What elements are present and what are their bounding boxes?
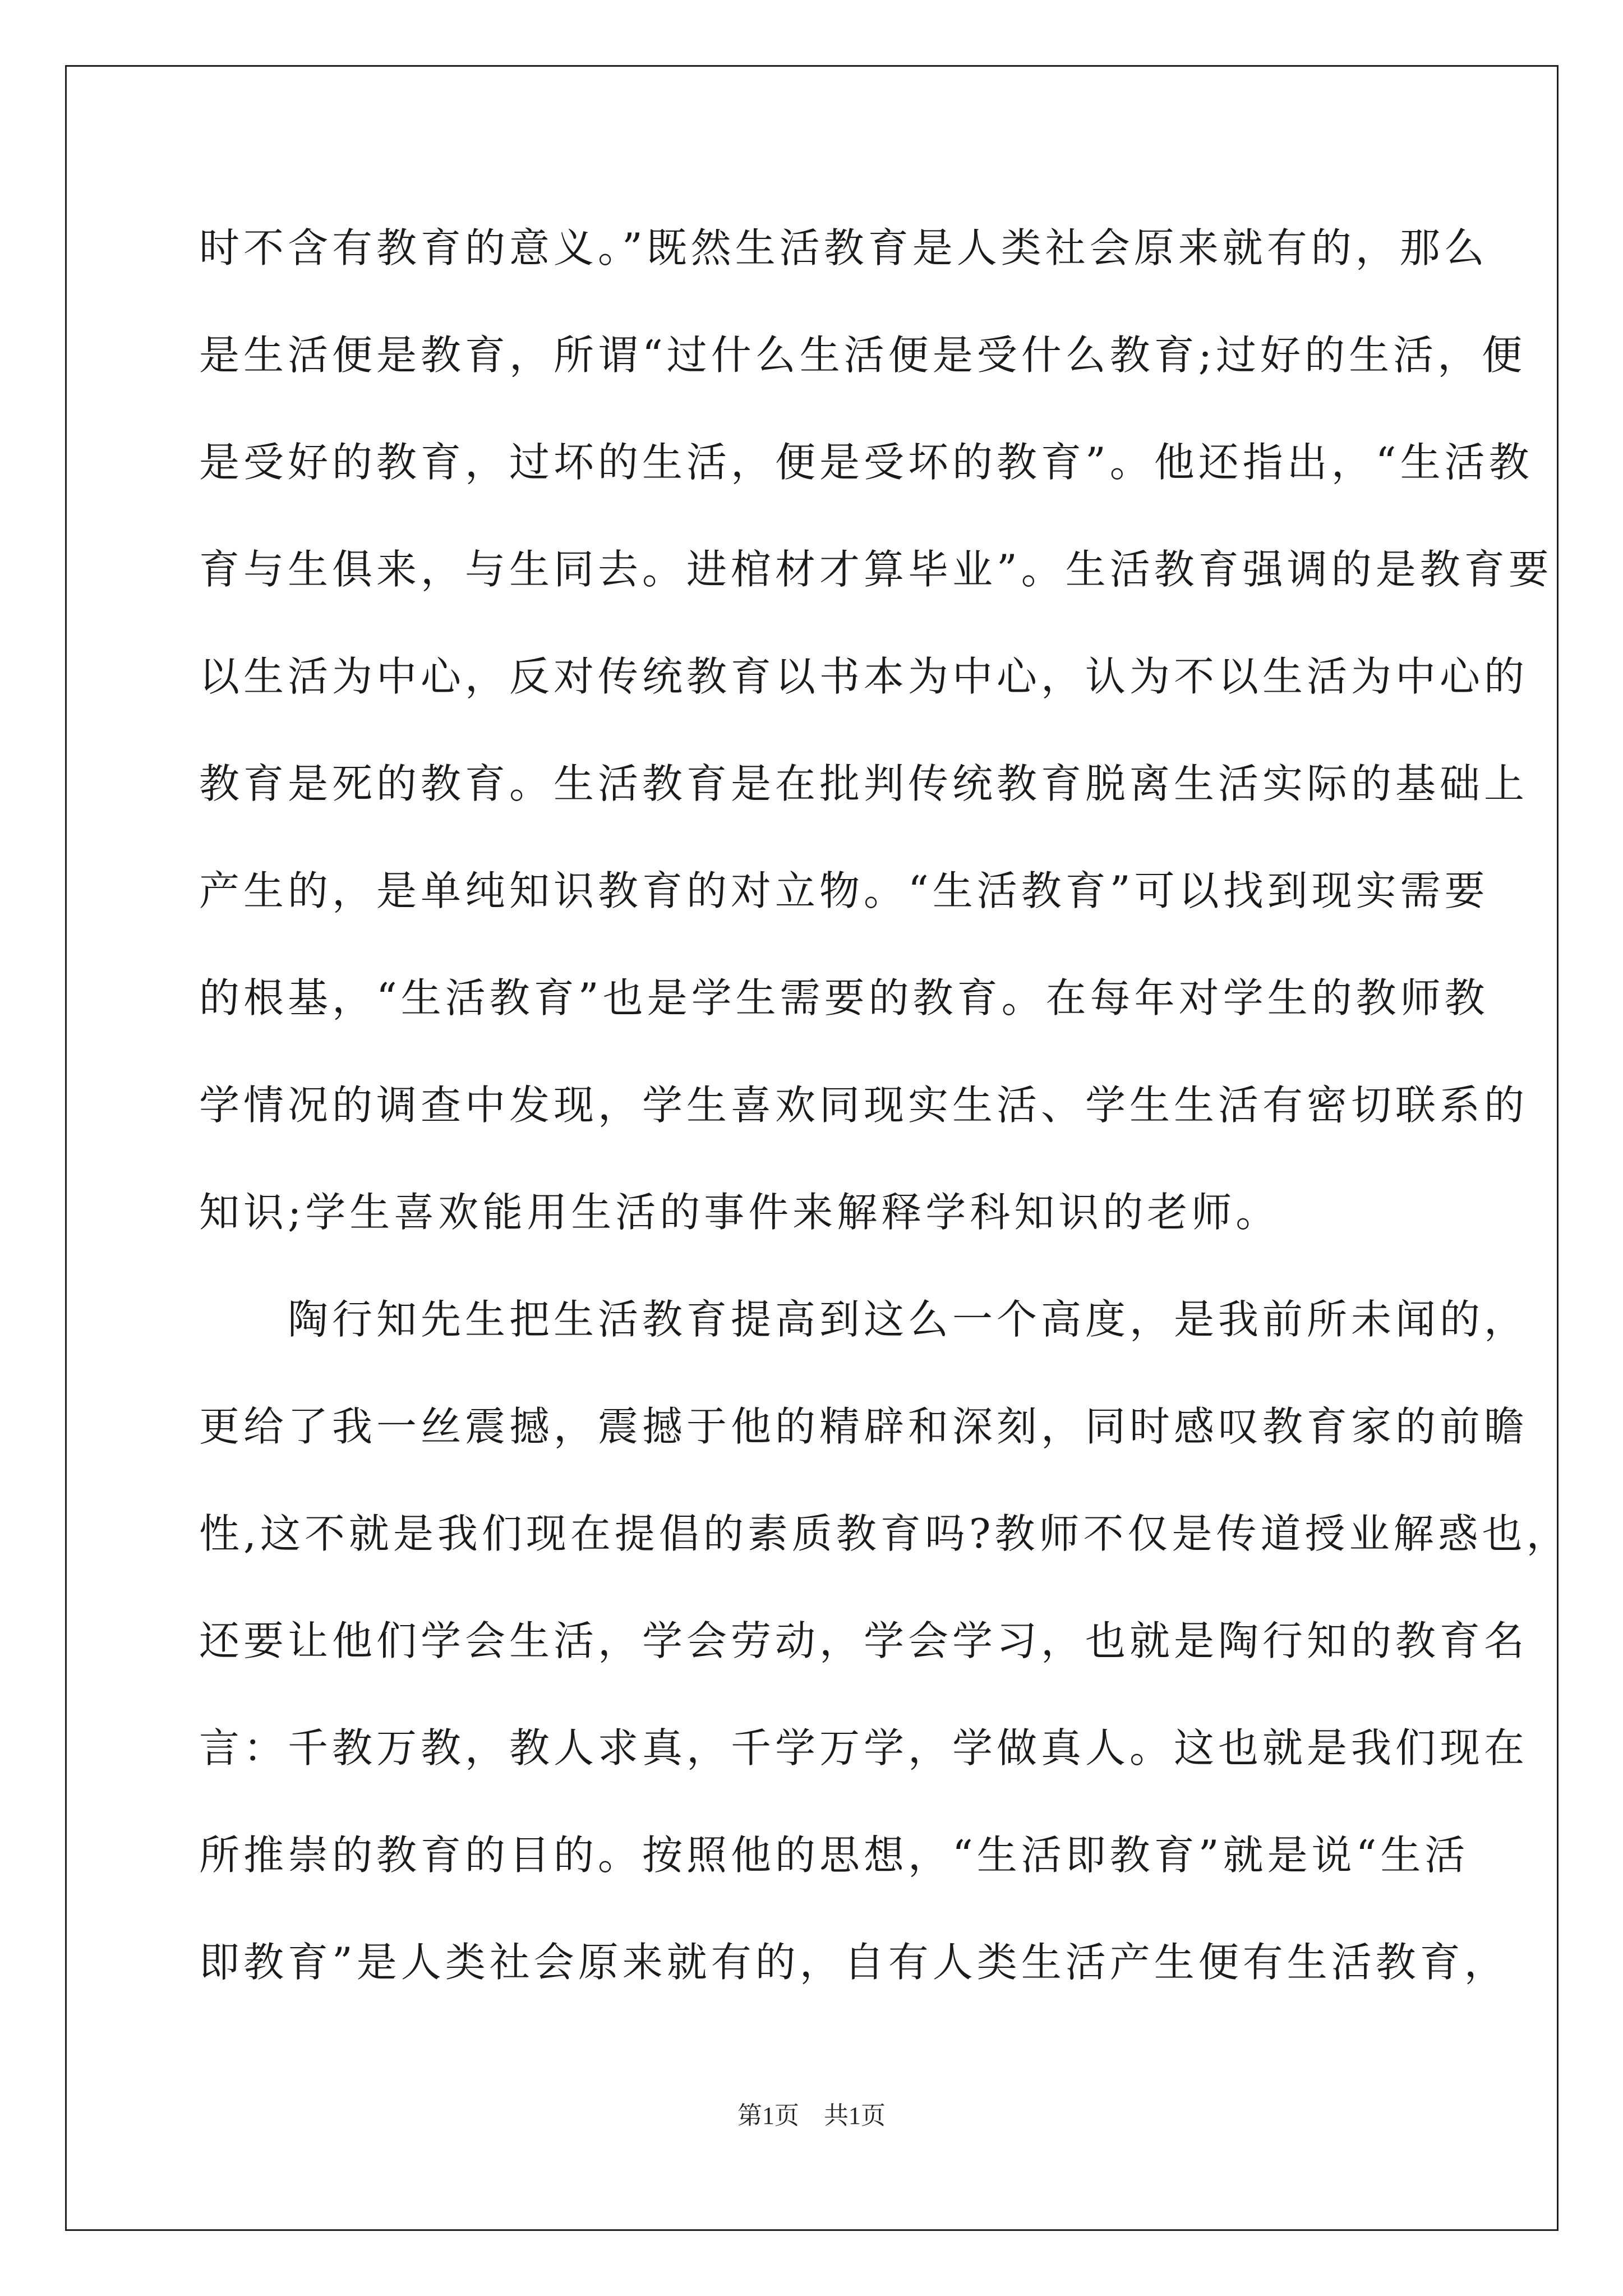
text-line: 更给了我一丝震撼，震撼于他的精辟和深刻，同时感叹教育家的前瞻 <box>199 1403 1529 1450</box>
text-line: 教育是死的教育。生活教育是在批判传统教育脱离生活实际的基础上 <box>199 760 1529 807</box>
text-line: 时不含有教育的意义。”既然生活教育是人类社会原来就有的，那么 <box>199 224 1488 272</box>
text-line: 还要让他们学会生活，学会劳动，学会学习，也就是陶行知的教育名 <box>199 1617 1529 1664</box>
text-line: 性,这不就是我们现在提倡的素质教育吗?教师不仅是传道授业解惑也， <box>199 1510 1571 1557</box>
paragraph-first-line: 陶行知先生把生活教育提高到这么一个高度，是我前所未闻的， <box>199 1296 1529 1343</box>
text-line: 所推崇的教育的目的。按照他的思想，“生活即教育”就是说“生活 <box>199 1832 1469 1879</box>
text-line: 学情况的调查中发现，学生喜欢同现实生活、学生生活有密切联系的 <box>199 1082 1529 1129</box>
text-line: 的根基，“生活教育”也是学生需要的教育。在每年对学生的教师教 <box>199 974 1489 1022</box>
text-line: 知识;学生喜欢能用生活的事件来解释学科知识的老师。 <box>199 1189 1280 1236</box>
page-number: 第1页 共1页 <box>737 2102 886 2129</box>
text-line: 言：千教万教，教人求真，千学万学，学做真人。这也就是我们现在 <box>199 1724 1529 1772</box>
text-line: 即教育”是人类社会原来就有的，自有人类生活产生便有生活教育， <box>199 1939 1509 1986</box>
page-border <box>65 65 1559 2231</box>
text-line: 是生活便是教育，所谓“过什么生活便是受什么教育;过好的生活，便 <box>199 332 1527 379</box>
text-line: 产生的，是单纯知识教育的对立物。“生活教育”可以找到现实需要 <box>199 867 1489 914</box>
text-line: 育与生俱来，与生同去。进棺材才算毕业”。生活教育强调的是教育要 <box>199 546 1553 593</box>
text-line: 以生活为中心，反对传统教育以书本为中心，认为不以生活为中心的 <box>199 653 1529 700</box>
text-line: 是受好的教育，过坏的生活，便是受坏的教育”。他还指出，“生活教 <box>199 439 1533 486</box>
